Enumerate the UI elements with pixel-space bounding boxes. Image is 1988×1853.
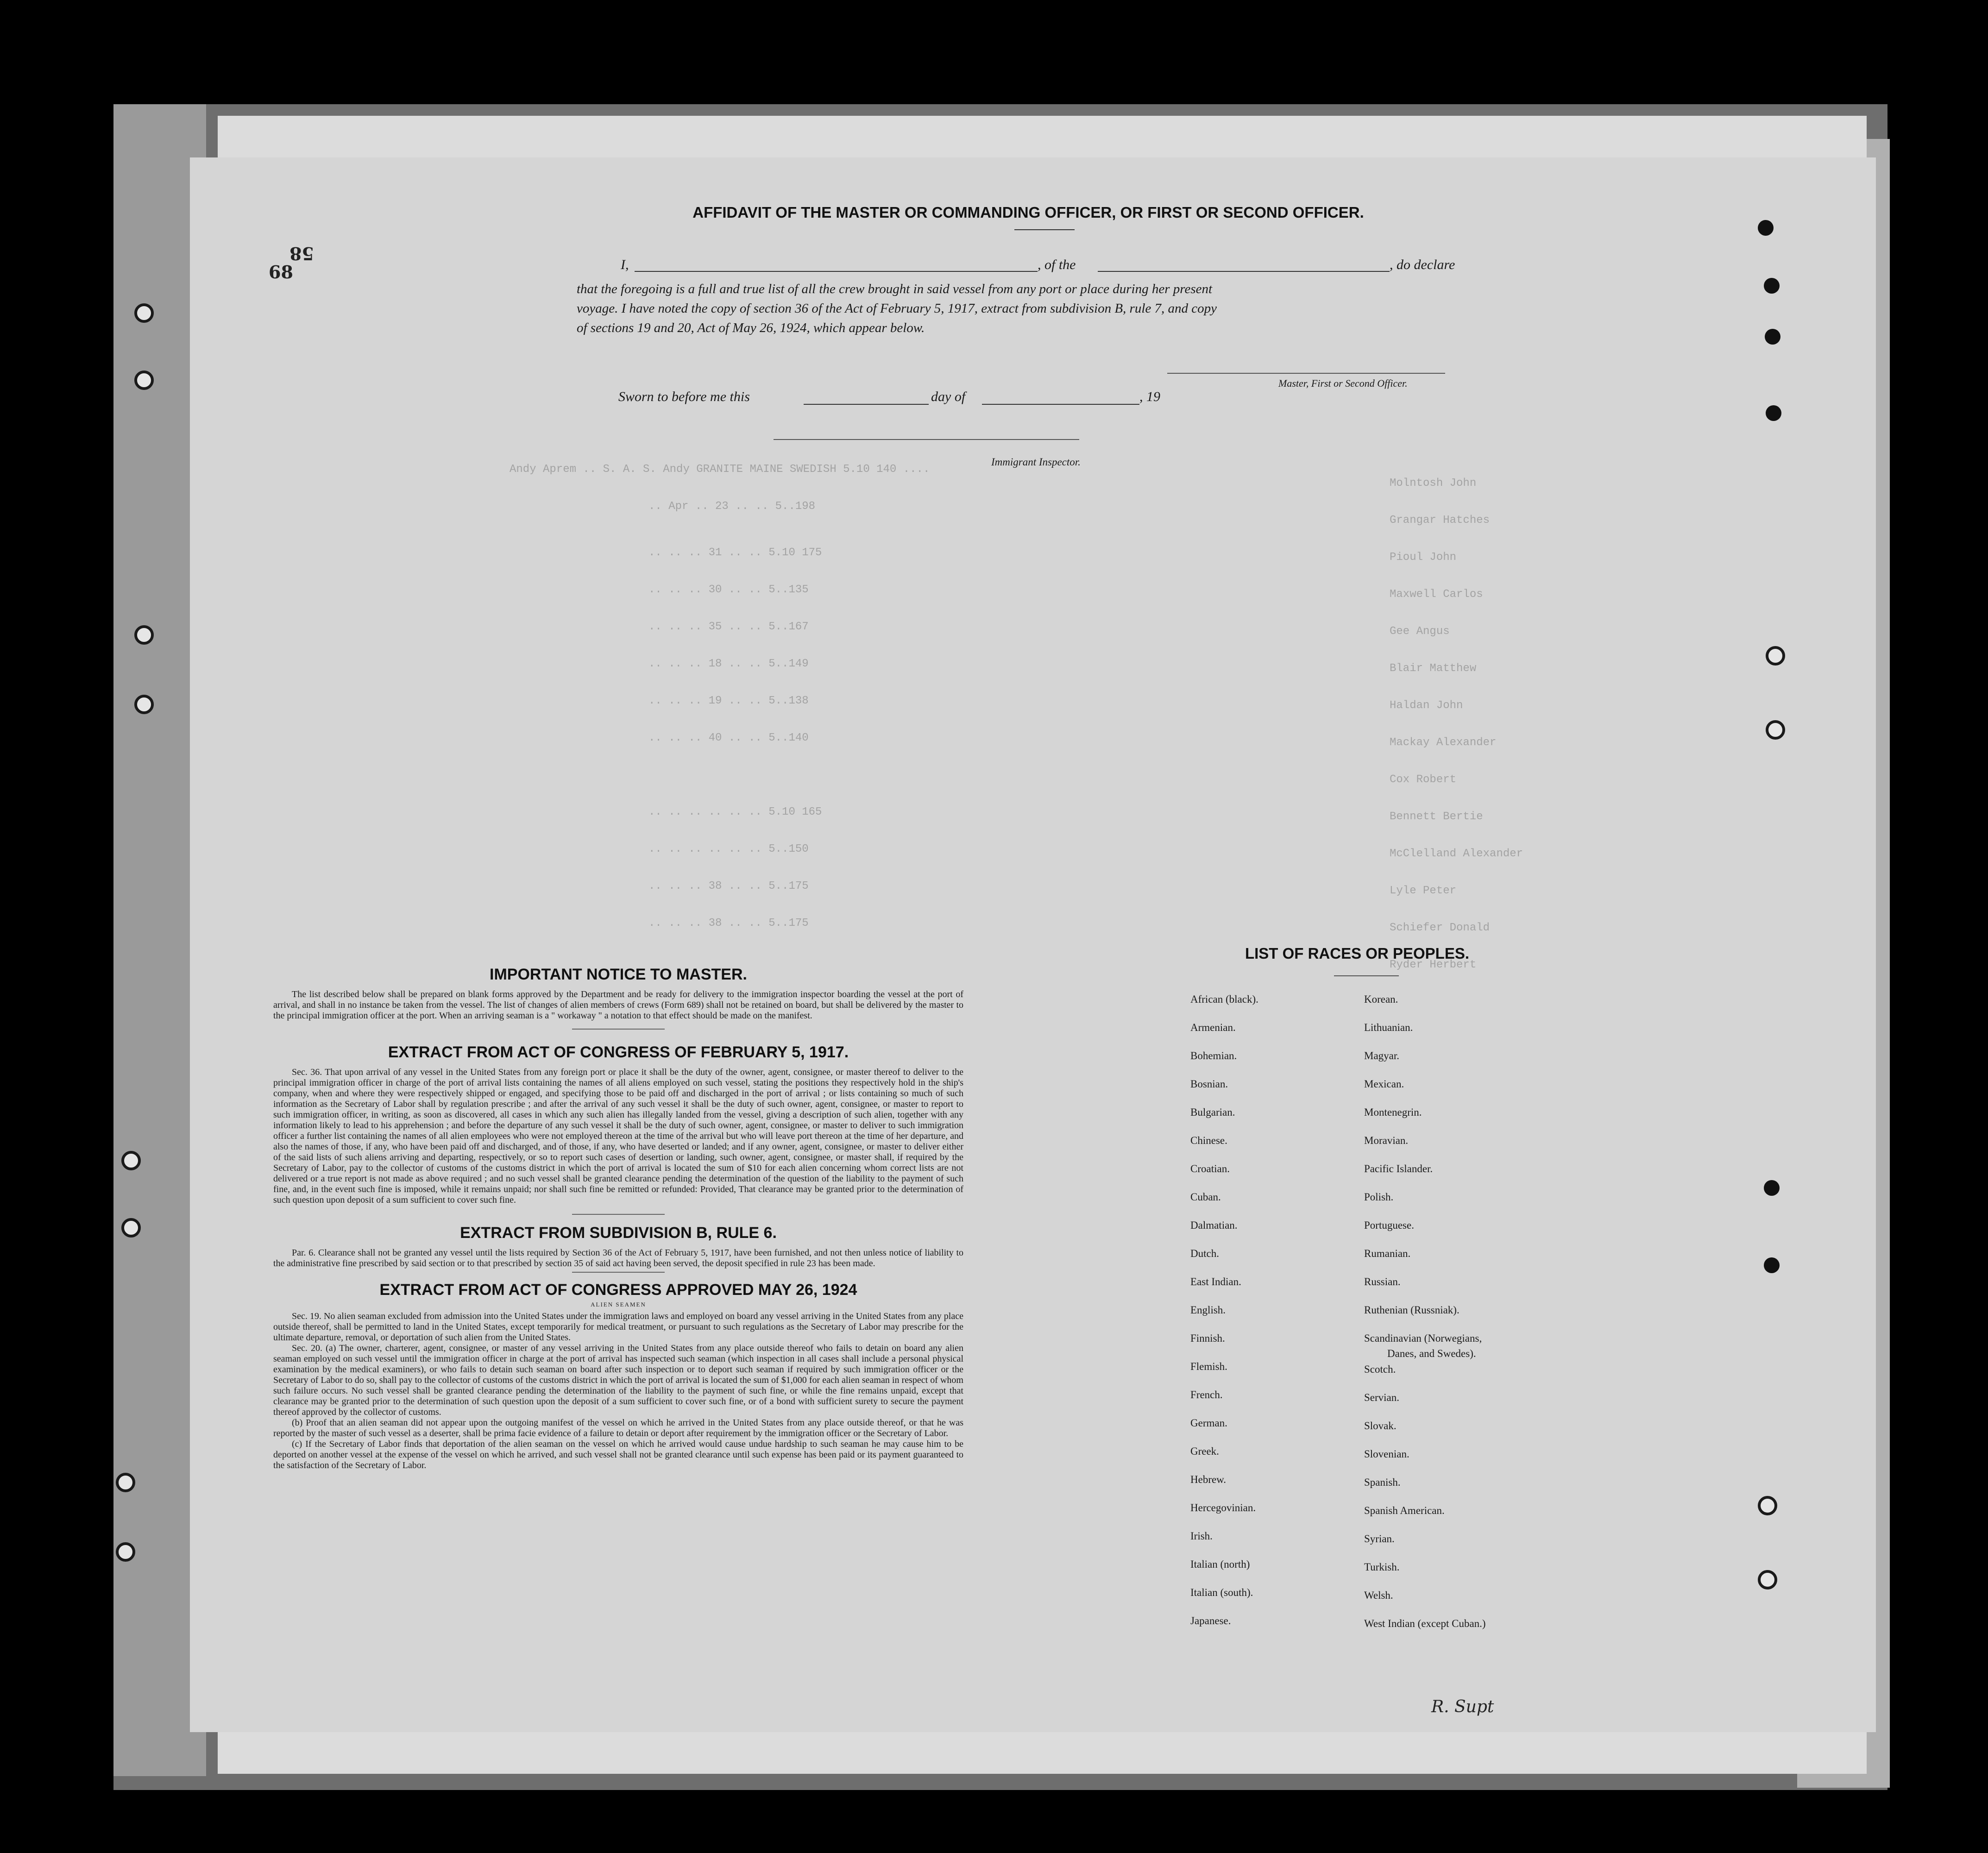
race-item-scandinavian-continued: Danes, and Swedes). [1387,1348,1476,1359]
bleedthrough-text: .. .. .. 35 .. .. 5..167 [648,621,809,633]
race-item: Mexican. [1364,1078,1404,1090]
master-signature-line [1167,373,1445,374]
race-item: Lithuanian. [1364,1022,1413,1033]
race-item: Italian (south). [1190,1587,1253,1598]
punch-hole [1764,278,1780,294]
sworn-month-line [982,404,1139,405]
punch-hole [1765,329,1780,345]
race-item: Korean. [1364,993,1398,1005]
handwritten-note: R. Supt [1431,1697,1494,1716]
bleedthrough-text: Gee Angus [1390,625,1450,638]
bleedthrough-text: .. .. .. 40 .. .. 5..140 [648,732,809,744]
race-item: Montenegrin. [1364,1106,1422,1118]
race-item: Dutch. [1190,1248,1219,1259]
race-item: Spanish American. [1364,1505,1445,1516]
sworn-label: Sworn to before me this [618,389,750,404]
race-item: Welsh. [1364,1589,1393,1601]
bleedthrough-text: Andy Aprem .. S. A. S. Andy GRANITE MAINE SWEDISH 5.10 140 .... [510,463,930,476]
race-item: Bulgarian. [1190,1106,1235,1118]
affidavit-title: AFFIDAVIT OF THE MASTER OR COMMANDING OFFICER, OR FIRST OR SECOND OFFICER. [692,204,1364,221]
race-item: English. [1190,1304,1226,1316]
race-item: Armenian. [1190,1022,1236,1033]
master-caption: Master, First or Second Officer. [1278,377,1408,389]
race-item: Japanese. [1190,1615,1231,1627]
alien-seamen-subtitle: ALIEN SEAMEN [591,1301,646,1308]
extract-1917-text: Sec. 36. That upon arrival of any vessel in the United States from any foreign port or place it shall be the duty of the owner, agent, consignee, or master thereof to deliver to the principal immigration officer in charge of the port of arrival lists containing the names of all aliens employed on such vessel, stating the positions they respectively hold in the ship's company, when and where they were respectively shipped or engaged, and specifying those to be paid off and discharged in the port of arrival ; or lists containing so much of such information as the Secretary of Labor shall by regulation prescribe ; and after the arrival of any such vessel it shall be the duty of such owner, agent, consignee, or master to report to such immigration officer, in writing, as soon as discovered, all cases in which any such alien has illegally landed from the vessel, giving a description of such alien, together with any information likely to lead to his apprehension ; and before the departure of any such vessel it shall be the duty of such owner, agent, consignee, or master to deliver to such immigration officer a further list containing the names of all alien employees who were not employed thereon at the time of the arrival but who will leave port thereon at the time of her departure, and also the names of those, if any, who have been paid off and discharged, and of those, if any, who have deserted or landed; and if any owner, agent, consignee, or master to deliver either of the said lists of such aliens arriving and departing, respectively, or so to report such cases of desertion or landing, such owner, agent, consignee, or master shall, if required by the Secretary of Labor, pay to the collector of customs of the customs district in which the port of arrival is located the sum of $10 for each alien concerning whom correct lists are not delivered or a true report is not made as above required ; and no such vessel shall be granted clearance pending the determination of the question of the liability to the payment of such fine, and, in the event such fine is imposed, while it remains unpaid; nor shall such fine be remitted or refunded: Provided, That clearance may be granted prior to the determination of such question upon deposit of a sum sufficient to cover such fine. [273,1067,963,1205]
punch-hole [116,1473,135,1492]
punch-hole [134,625,154,645]
race-item: Irish. [1190,1530,1213,1542]
race-item: Rumanian. [1364,1248,1411,1259]
notices-column [273,966,963,1471]
day-of-label: day of [931,389,966,404]
race-item: Finnish. [1190,1332,1225,1344]
divider [572,1029,665,1030]
race-item: Russian. [1364,1276,1401,1288]
race-item: Hercegovinian. [1190,1502,1256,1514]
punch-hole [1758,220,1774,236]
races-title: LIST OF RACES OR PEOPLES. [1245,945,1470,962]
race-item: Greek. [1190,1445,1219,1457]
punch-hole [1764,1180,1780,1196]
race-item: African (black). [1190,993,1258,1005]
bleedthrough-text: Maxwell Carlos [1390,588,1483,601]
punch-hole [116,1542,135,1562]
race-item: Spanish. [1364,1476,1401,1488]
affidavit-line3: voyage. I have noted the copy of section 36 of the Act of February 5, 1917, extract from subdivision B, rule 7, and copy [577,301,1217,316]
race-item: Slovenian. [1364,1448,1409,1460]
bleedthrough-text: .. Apr .. 23 .. .. 5..198 [648,500,816,513]
race-item: Croatian. [1190,1163,1230,1175]
punch-hole [1758,1496,1777,1515]
bleedthrough-text: .. .. .. .. .. .. 5.10 165 [648,806,822,818]
bleedthrough-text: .. .. .. 38 .. .. 5..175 [648,917,809,930]
divider [572,1214,665,1215]
bleedthrough-text: Cox Robert [1390,773,1457,786]
divider [572,1272,665,1273]
extract-1917-title: EXTRACT FROM ACT OF CONGRESS OF FEBRUARY 5, 1917. [388,1043,849,1061]
page-number-bottom: 68 [269,262,293,283]
sec19-text: Sec. 19. No alien seaman excluded from admission into the United States under the immigration laws and employed on board any vessel arriving in the United States from any place outside thereof, shall be permitted to land in the United States, except temporarily for medical treatment, or pursuant to such regulations as the Secretary of Labor may prescribe for the ultimate departure, removal, or deportation of such alien from the United States. [273,1311,963,1343]
bleedthrough-text: Mackay Alexander [1390,736,1497,749]
bleedthrough-text: Schiefer Donald [1390,922,1490,934]
race-item: Scandinavian (Norwegians, [1364,1332,1482,1344]
bleedthrough-text: .. .. .. 18 .. .. 5..149 [648,658,809,670]
bleedthrough-text: Lyle Peter [1390,885,1457,897]
race-item: French. [1190,1389,1223,1401]
race-item: Turkish. [1364,1561,1400,1573]
race-item: Moravian. [1364,1135,1409,1146]
rule6-text: Par. 6. Clearance shall not be granted any vessel until the lists required by Section 36 of the Act of February 5, 1917, have been furnished, and not then unless notice of liability to the administrative fine prescribed by said section or to that prescribed by section 35 of said act having been served, the deposit specified in rule 23 has been made. [273,1248,963,1269]
inspector-caption: Immigrant Inspector. [991,456,1081,468]
race-item: Servian. [1364,1392,1400,1403]
notice-text: The list described below shall be prepared on blank forms approved by the Department and be ready for delivery to the immigration inspector boarding the vessel at the port of arrival, and shall in no instance be taken from the vessel. The list of changes of alien members of crews (Form 689) shall not be retained on board, but shall be delivered by the master to the principal immigration officer at the port. When an arriving seaman is a " workaway " a notation to that effect should be made on the manifest. [273,989,963,1021]
punch-hole [1766,720,1785,740]
race-item: Syrian. [1364,1533,1395,1545]
affidavit-line2: that the foregoing is a full and true list of all the crew brought in said vessel from any port or place during her present [577,282,1213,296]
rule6-title: EXTRACT FROM SUBDIVISION B, RULE 6. [460,1224,777,1242]
bleedthrough-text: .. .. .. 38 .. .. 5..175 [648,880,809,892]
affidavit-of-the: , of the [1038,257,1076,272]
bleedthrough-text: Pioul John [1390,551,1457,564]
page-number-top: 58 [289,243,314,264]
race-item: Slovak. [1364,1420,1397,1432]
punch-hole [1764,1257,1780,1273]
affidavit-name-line [635,271,1038,272]
punch-hole [134,695,154,714]
punch-hole [1766,646,1785,666]
race-item: Bosnian. [1190,1078,1228,1090]
punch-hole [121,1218,141,1237]
race-item: German. [1190,1417,1227,1429]
extract-1924-title: EXTRACT FROM ACT OF CONGRESS APPROVED MAY 26, 1924 [379,1281,857,1299]
notice-title: IMPORTANT NOTICE TO MASTER. [490,966,747,983]
bleedthrough-text: .. .. .. 19 .. .. 5..138 [648,695,809,707]
race-item: Hebrew. [1190,1474,1227,1485]
bleedthrough-text: .. .. .. .. .. .. 5..150 [648,843,809,855]
bleedthrough-text: McClelland Alexander [1390,848,1523,860]
race-item: Ruthenian (Russniak). [1364,1304,1460,1316]
punch-hole [134,371,154,390]
race-item: Portuguese. [1364,1219,1414,1231]
punch-hole [134,303,154,323]
bleedthrough-text: Ryder Herbert [1390,959,1477,971]
affidavit-do-declare: , do declare [1390,257,1455,272]
bleedthrough-text: Grangar Hatches [1390,514,1490,527]
bleedthrough-text: Molntosh John [1390,477,1477,490]
punch-hole [1766,405,1781,421]
race-item: East Indian. [1190,1276,1241,1288]
inspector-signature-line [774,439,1079,440]
affidavit-vessel-line [1098,271,1390,272]
race-item: Italian (north) [1190,1558,1250,1570]
bleedthrough-text: .. .. .. 30 .. .. 5..135 [648,584,809,596]
race-item: Magyar. [1364,1050,1400,1062]
punch-hole [1758,1570,1777,1589]
race-item: Cuban. [1190,1191,1221,1203]
sec20a-text: Sec. 20. (a) The owner, charterer, agent, consignee, or master of any vessel arriving in the United States from any place outside thereof who fails to detain on board any alien seaman employed on such vessel until the immigration officer in charge at the port of arrival has inspected such seaman (which inspection in all cases shall include a personal physical examination by the medical examiners), or who fails to detain such seaman on board after such inspection or to deport such seaman if required by such immigration officer or the Secretary of Labor to do so, shall pay to the collector of customs of the customs district in which the port of arrival is located the sum of $1,000 for each alien seaman in respect of whom such failure occurs. No such vessel shall be granted clearance pending the determination of the liability to the payment of such fine, or while the fine remains unpaid, except that clearance may be granted prior to the determination of such question upon the deposit of a sum sufficient to cover such fine, or of a bond with sufficient surety to secure the payment thereof approved by the collector of customs. [273,1343,963,1417]
race-item: Chinese. [1190,1135,1227,1146]
sec20b-text: (b) Proof that an alien seaman did not appear upon the outgoing manifest of the vessel on which he arrived in the United States from any place outside thereof, or that he was reported by the master of such vessel as a deserter, shall be prima facie evidence of a failure to detain or deport after requirement by the immigration officer or the Secretary of Labor. [273,1418,963,1438]
affidavit-title-underline [1014,229,1075,230]
race-item: Dalmatian. [1190,1219,1238,1231]
sworn-day-line [804,404,929,405]
punch-hole [121,1151,141,1170]
bleedthrough-text: .. .. .. 31 .. .. 5.10 175 [648,546,822,559]
affidavit-line4: of sections 19 and 20, Act of May 26, 1924, which appear below. [577,320,925,335]
race-item: Flemish. [1190,1361,1227,1372]
race-item: West Indian (except Cuban.) [1364,1618,1486,1629]
bleedthrough-text: Haldan John [1390,699,1463,712]
year-label: , 19 [1139,389,1160,404]
affidavit-i-label: I, [621,257,629,272]
race-item: Bohemian. [1190,1050,1237,1062]
race-item: Polish. [1364,1191,1394,1203]
race-item: Pacific Islander. [1364,1163,1433,1175]
race-item: Scotch. [1364,1363,1396,1375]
sec20c-text: (c) If the Secretary of Labor finds that deportation of the alien seaman on the vessel on which he arrived would cause undue hardship to such seaman he may cause him to be deported on another vessel at the expense of the vessel on which he arrived, and such vessel shall not be granted clearance until such expense has been paid or its payment guaranteed to the satisfaction of the Secretary of Labor. [273,1439,963,1470]
front-sheet-inner [190,157,1876,1732]
bleedthrough-text: Blair Matthew [1390,662,1477,675]
races-title-underline [1334,975,1399,976]
bleedthrough-text: Bennett Bertie [1390,810,1483,823]
